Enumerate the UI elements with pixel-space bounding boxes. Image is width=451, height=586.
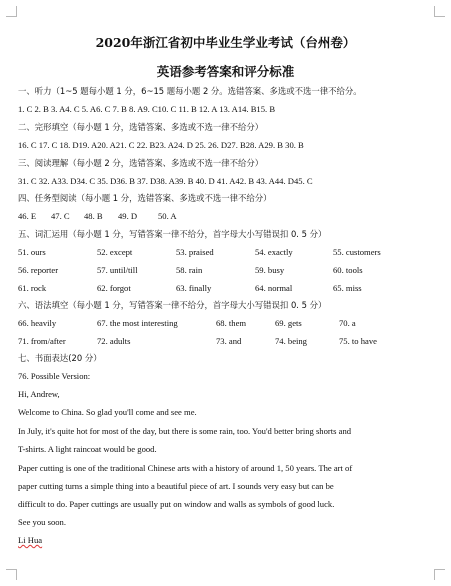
essay-paragraph-3-line-1: Paper cutting is one of the traditional Chinese arts with a history of around 1, 50 years. The art of [18,463,353,473]
essay-paragraph-3-line-3: difficult to do. Paper cuttings are usually put on window and walls as symbols of good luck. [18,499,335,509]
answer-cell: 64. normal [255,283,293,293]
margin-mark-top-left [6,6,17,17]
answer-cell: 67. the most interesting [97,318,178,328]
answer-cell: 68. them [216,318,247,328]
answer-cell: 70. a [339,318,356,328]
section-cloze-answers: 16. C 17. C 18. D19. A20. A21. C 22. B23. A24. D 25. 26. D27. B28. A29. B 30. B [18,140,304,150]
answer-cell: 63. finally [176,283,212,293]
answer-cell: 71. from/after [18,336,66,346]
answer-cell: 59. busy [255,265,285,275]
answer-cell: 61. rock [18,283,47,293]
answer-cell: 53. praised [176,247,214,257]
section-vocabulary-heading: 五、词汇运用（每小题 1 分，写错答案一律不给分，首字母大小写错误扣 0. 5 分） [18,229,327,239]
margin-mark-bottom-right [434,569,445,580]
answer-cell: 75. to have [339,336,377,346]
section-writing-heading: 七、书面表达(20 分） [18,353,102,363]
answer-cell: 52. except [97,247,133,257]
answer-cell: 62. forgot [97,283,131,293]
answer-cell: 73. and [216,336,242,346]
answer-cell: 58. rain [176,265,203,275]
answer-cell: 66. heavily [18,318,57,328]
section-grammar-heading: 六、语法填空（每小题 1 分，写错答案一律不给分，首字母大小写错误扣 0. 5 分） [18,300,327,310]
answer-cell: 47. C [51,211,70,221]
essay-heading: 76. Possible Version: [18,371,91,381]
essay-paragraph-2-line-1: In July, it's quite hot for most of the day, but there is some rain, too. You'd better bring shorts and [18,426,352,436]
answer-cell: 60. tools [333,265,363,275]
answer-cell: 57. until/till [97,265,138,275]
essay-closing: See you soon. [18,517,66,527]
section-cloze-heading: 二、完形填空（每小题 1 分，选错答案、多选或不选一律不给分） [18,122,264,132]
section-listening-heading: 一、听力（1~5 题每小题 1 分，6~15 题每小题 2 分。选错答案、多选或不选一律不给分。 [18,86,362,96]
answer-cell: 55. customers [333,247,381,257]
section-listening-answers: 1. C 2. B 3. A4. C 5. A6. C 7. B 8. A9. C10. C 11. B 12. A 13. A14. B15. B [18,104,276,114]
essay-signature-text: Li Hua [18,535,43,545]
essay-signature [18,535,42,546]
margin-mark-top-right [434,6,445,17]
answer-cell: 46. E [18,211,37,221]
essay-greeting: Hi, Andrew, [18,389,60,399]
essay-paragraph-1: Welcome to China. So glad you'll come and see me. [18,407,197,417]
answer-cell: 49. D [118,211,138,221]
answer-cell: 51. ours [18,247,46,257]
section-reading-heading: 三、阅读理解（每小题 2 分，选错答案、多选或不选一律不给分） [18,158,264,168]
margin-mark-bottom-left [6,569,17,580]
section-reading-answers: 31. C 32. A33. D34. C 35. D36. B 37. D38. A39. B 40. D 41. A42. B 43. A44. D45. C [18,176,313,186]
answer-cell: 74. being [275,336,307,346]
answer-cell: 69. gets [275,318,302,328]
answer-cell: 50. A [158,211,177,221]
essay-paragraph-2-line-2: T-shirts. A light raincoat would be good. [18,444,157,454]
section-task-reading-heading: 四、任务型阅读（每小题 1 分，选错答案、多选或不选一律不给分） [18,193,272,203]
answer-cell: 72. adults [97,336,131,346]
essay-paragraph-3-line-2: paper cutting turns a simple thing into a beautiful piece of art. I sounds very easy but can be [18,481,334,491]
document-title: 2020年浙江省初中毕业生学业考试（台州卷） [95,35,356,50]
answer-cell: 65. miss [333,283,362,293]
document-subtitle: 英语参考答案和评分标准 [156,64,295,79]
answer-cell: 56. reporter [18,265,59,275]
answer-cell: 54. exactly [255,247,293,257]
answer-cell: 48. B [84,211,103,221]
